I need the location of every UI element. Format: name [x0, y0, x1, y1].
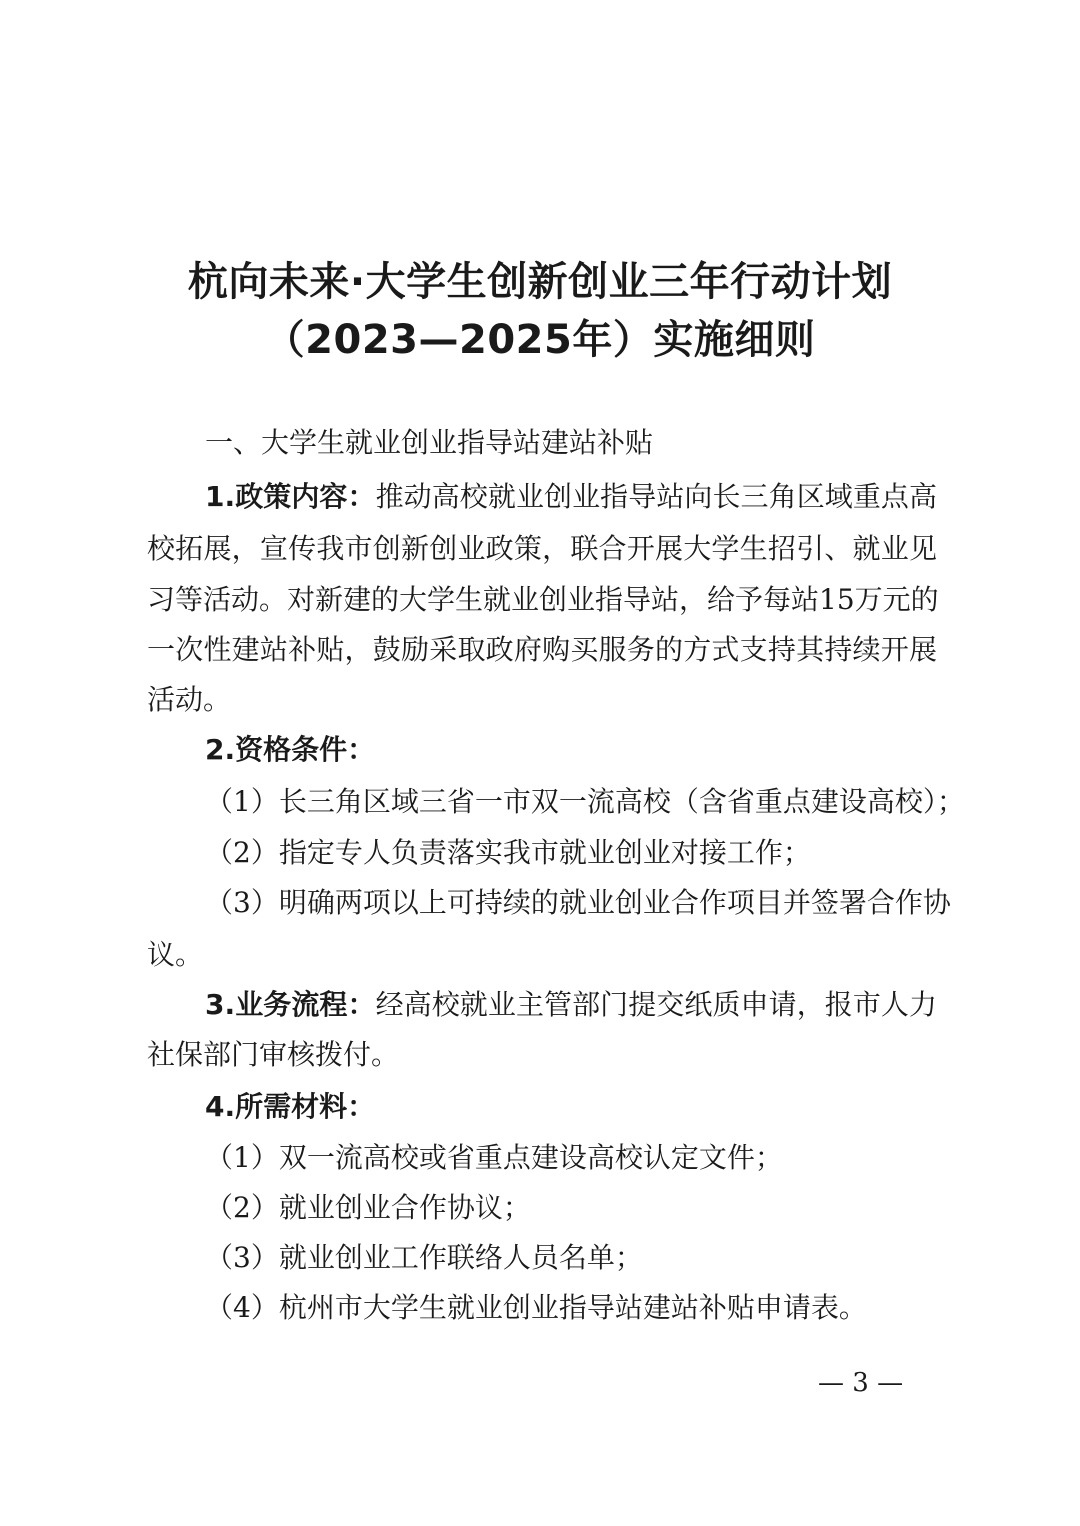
- materials-item: （3）就业创业工作联络人员名单；: [205, 1241, 643, 1274]
- section-heading: 一、大学生就业创业指导站建站补贴: [205, 426, 654, 459]
- document-title-line-2: （2023—2025年）实施细则: [264, 317, 816, 363]
- eligibility-item: （2）指定专人负责落实我市就业创业对接工作；: [205, 836, 811, 869]
- page-number: — 3 —: [818, 1368, 904, 1398]
- materials-label: 4.所需材料：: [205, 1090, 376, 1123]
- policy-line-5: 活动。: [147, 683, 232, 716]
- policy-line-4: 一次性建站补贴，鼓励采取政府购买服务的方式支持其持续开展: [147, 633, 937, 666]
- policy-label: 1.政策内容：: [205, 480, 376, 513]
- materials-item: （4）杭州市大学生就业创业指导站建站补贴申请表。: [205, 1291, 867, 1324]
- policy-text: 推动高校就业创业指导站向长三角区域重点高: [375, 480, 937, 513]
- process-line-1: [205, 987, 937, 1023]
- eligibility-item: （3）明确两项以上可持续的就业创业合作项目并签署合作协: [205, 886, 951, 919]
- materials-item: （1）双一流高校或省重点建设高校认定文件；: [205, 1141, 783, 1174]
- process-text: 经高校就业主管部门提交纸质申请，报市人力: [375, 988, 937, 1021]
- eligibility-item: （1）长三角区域三省一市双一流高校（含省重点建设高校）；: [205, 785, 965, 818]
- policy-line-3: 习等活动。对新建的大学生就业创业指导站，给予每站15万元的: [147, 583, 939, 616]
- document-title-line-1: 杭向未来·大学生创新创业三年行动计划: [187, 259, 893, 305]
- materials-item: （2）就业创业合作协议；: [205, 1191, 531, 1224]
- policy-line-2: 校拓展，宣传我市创新创业政策，联合开展大学生招引、就业见: [147, 532, 937, 565]
- process-line-2: 社保部门审核拨付。: [147, 1038, 400, 1071]
- policy-line-1: [205, 479, 937, 515]
- eligibility-item-continued: 议。: [147, 938, 204, 971]
- eligibility-label: 2.资格条件：: [205, 733, 376, 766]
- process-label: 3.业务流程：: [205, 988, 376, 1021]
